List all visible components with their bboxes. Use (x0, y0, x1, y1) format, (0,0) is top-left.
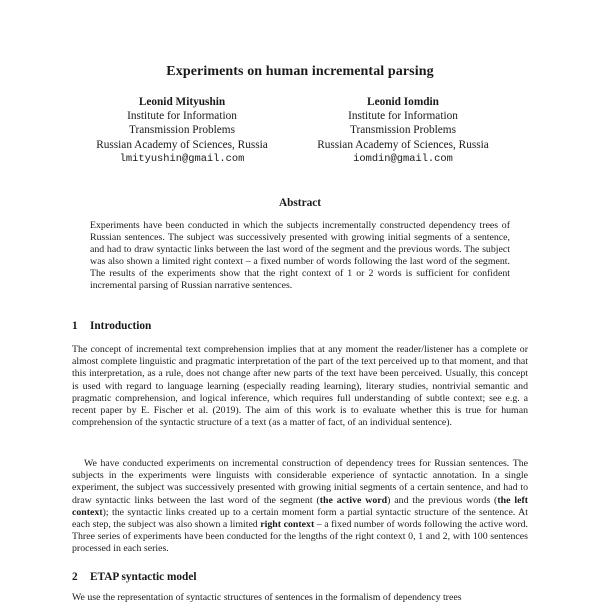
author-affiliation: Institute for Information (348, 110, 458, 123)
paragraph-text: We have conducted experiments on incremental construction of dependency trees for Russian sentences. The subjects in the experiments were linguists with considerable experience of syntactic annotation. In a single experiment, the subject was successively presented with growing initial segments of a certain sentence, and had to draw syntactic links between the last word of the segment ( (72, 458, 528, 506)
section-heading-etap (72, 571, 196, 583)
section-title: ETAP syntactic model (90, 571, 197, 583)
section-heading-introduction (72, 320, 151, 332)
author-affiliation: Transmission Problems (350, 124, 456, 137)
introduction-paragraph-1: The concept of incremental text comprehension implies that at any moment the reader/listener has a complete or almost complete linguistic and pragmatic interpretation of the part of the text perceived up to that moment, and that this interpretation, as a rule, does not change after new parts of the text have been perceived. Usually, this concept is used with regard to language learning (especially reading learning), literary studies, nontrivial semantic and pragmatic comprehension, and logical inference, which requires full understanding of subtle context; see e.g. a recent paper by E. Fischer et al. (2019). The aim of this work is to evaluate whether this is true for human comprehension of the syntactic structure of a text (as a matter of fact, of an individual sentence). (72, 344, 528, 429)
author-affiliation: Institute for Information (127, 110, 237, 123)
paper-title: Experiments on human incremental parsing (166, 64, 434, 79)
paragraph-text: – a fixed number of words following the active word. Three series of experiments have been conducted for the lengths of the right context 0, 1 and 2, with 100 sentences processed in each series. (72, 519, 528, 555)
section-number: 1 (72, 320, 78, 332)
author-block-2 (283, 95, 523, 166)
author-affiliation: Transmission Problems (129, 124, 235, 137)
term-right-context: right context (260, 519, 315, 531)
section-title: Introduction (90, 320, 152, 332)
section-number: 2 (72, 571, 78, 583)
author-email: iomdin@gmail.com (353, 152, 453, 165)
author-email: lmityushin@gmail.com (119, 152, 245, 165)
author-affiliation: Russian Academy of Sciences, Russia (317, 138, 489, 151)
author-name: Leonid Iomdin (367, 96, 439, 108)
paragraph-text: ); the syntactic links created up to a certain moment form a partial syntactic structure of the sentence. At each step, the subject was also shown a limited (72, 506, 528, 531)
author-affiliation: Russian Academy of Sciences, Russia (96, 138, 268, 151)
author-block-1 (62, 95, 302, 166)
author-name: Leonid Mityushin (138, 96, 226, 108)
abstract-heading: Abstract (278, 197, 322, 209)
paragraph-text: ) and the previous words ( (387, 494, 498, 506)
introduction-paragraph-2 (72, 458, 528, 556)
term-left-context: the left context (72, 494, 529, 518)
etap-paragraph-1: We use the representation of syntactic structures of sentences in the formalism of dependency trees (72, 592, 462, 603)
term-active-word: the active word (319, 494, 388, 506)
abstract-text: Experiments have been conducted in which the subjects incrementally constructed dependency trees of Russian sentences. The subject was successively presented with growing initial segments of a sentence, and had to draw syntactic links between the last word of the segment and the previous words. The subject was also shown a limited right context – a fixed number of words following the last word of the segment. The results of the experiments show that the right context of 1 or 2 words is sufficient for confident incremental parsing of Russian narrative sentences. (90, 220, 510, 292)
